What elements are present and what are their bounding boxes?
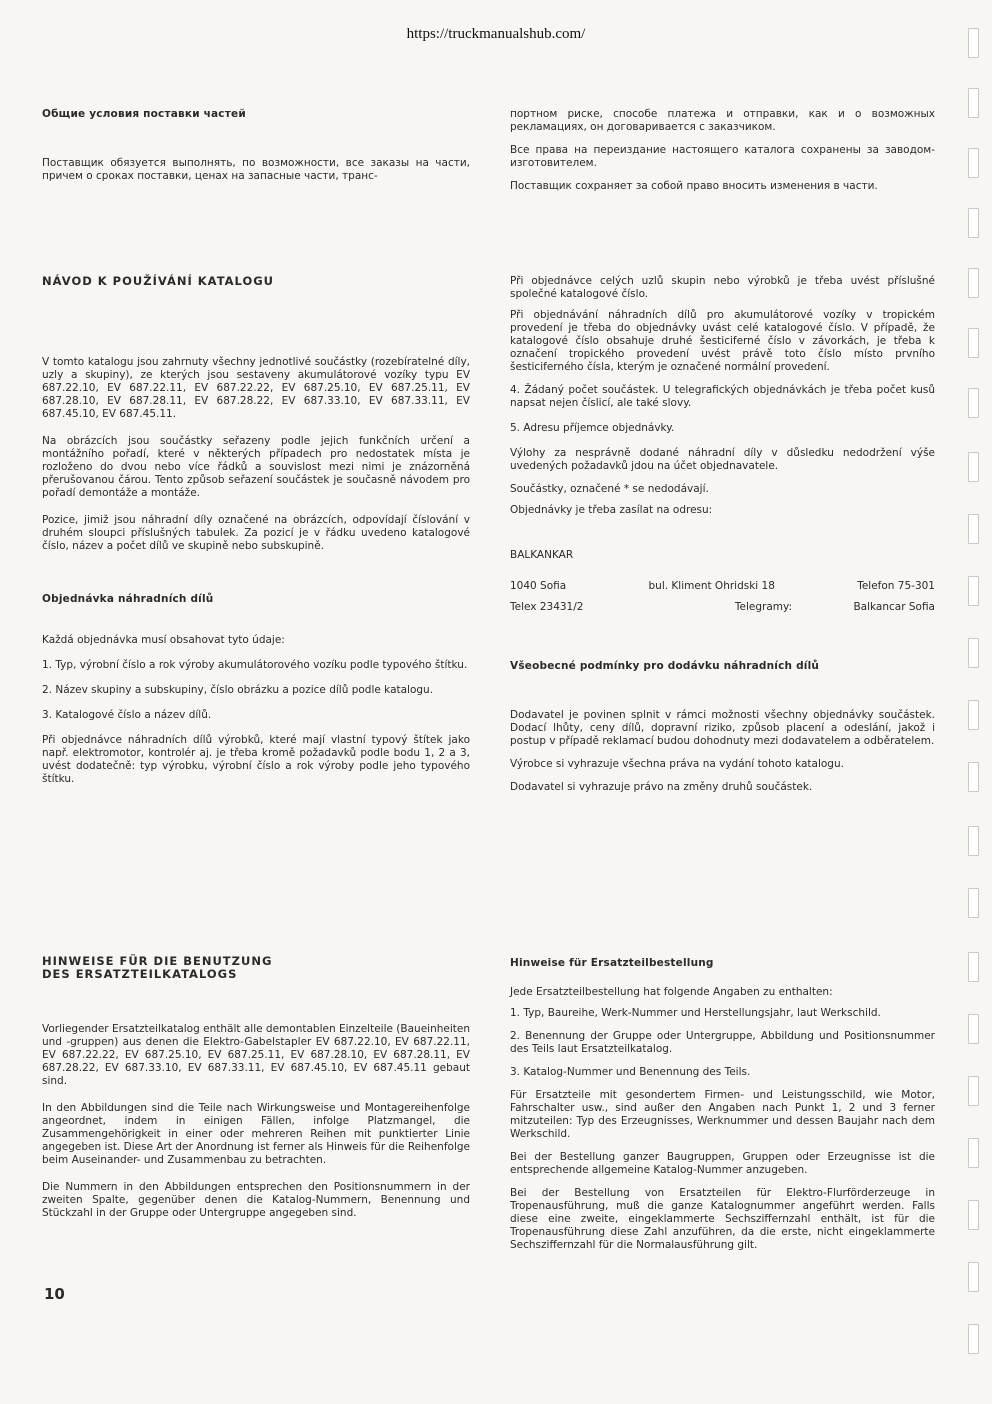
cz-paragraph: Výlohy za nesprávně dodané náhradní díly v důsledku nedodržení výše uvedených požadavků jdou na účet objednavatele. — [510, 447, 935, 472]
cz-list-item: 2. Název skupiny a subskupiny, číslo obrázku a pozice dílů podle katalogu. — [42, 684, 434, 696]
ru-heading: Общие условия поставки частей — [42, 108, 246, 120]
cz-heading: NÁVOD K POUŽÍVÁNÍ KATALOGU — [42, 274, 275, 288]
index-tab — [968, 638, 979, 668]
de-list-item: 1. Typ, Baureihe, Werk-Nummer und Herstellungsjahr, laut Werkschild. — [510, 1007, 881, 1019]
page-number: 10 — [44, 1285, 65, 1303]
cz-section-left — [42, 275, 470, 793]
ru-paragraph: Поставщик обязуется выполнять, по возможности, все заказы на части, причем о сроках поставки, ценах на запасные части, транс- — [42, 157, 470, 182]
source-url: https://truckmanualshub.com/ — [406, 26, 586, 42]
cz-paragraph: Dodavatel si vyhrazuje právo na změny druhů součástek. — [510, 781, 813, 793]
address-telegram-label: Telegramy: — [734, 601, 793, 613]
de-heading: DES ERSATZTEILKATALOGS — [42, 967, 238, 981]
de-section-left — [42, 955, 470, 1227]
index-tab — [968, 1014, 979, 1044]
ru-section-left — [42, 108, 470, 190]
index-tab — [968, 268, 979, 298]
de-list-item: 3. Katalog-Nummer und Benennung des Teils. — [510, 1066, 751, 1078]
index-tab — [968, 700, 979, 730]
index-tab — [968, 208, 979, 238]
index-tab — [968, 328, 979, 358]
de-paragraph: Vorliegender Ersatzteilkatalog enthält alle demontablen Einzelteile (Baueinheiten und -gruppen) aus denen die Elektro-Gabelstapler EV 687.22.10, EV 687.22.11, EV 687.22.22, EV 687.25.10, EV 687.25.11, EV 687.28.10, EV 687.28.11, EV 687.28.22, EV 687.33.10, EV 687.33.11, EV 687.45.10, EV 687.45.11 gebaut sind. — [42, 1023, 470, 1087]
de-paragraph: Bei der Bestellung von Ersatzteilen für Elektro-Flurförderzeuge in Tropenausführung, muß die ganze Katalognummer angeführt werden. Falls diese eine zweite, eingeklammerte Sechsziffernzahl enthält, ist für die Tropenausführung diese Zahl anzuführen, da die erste, nicht eingeklammerte Sechsziffernzahl für die Normalausführung gilt. — [510, 1187, 935, 1251]
index-tab — [968, 762, 979, 792]
cz-paragraph: Dodavatel je povinen splnit v rámci možnosti všechny objednávky součástek. Dodací lhůty, ceny dílů, dopravní riziko, způsob placení a odeslání, jakož i postup v případě reklamací budou dohodnuty mezi dodavatelem a odběratelem. — [510, 709, 935, 747]
cz-paragraph: Při objednávce celých uzlů skupin nebo výrobků je třeba uvést příslušné společné katalogové číslo. — [510, 275, 935, 300]
address-row — [510, 580, 935, 593]
de-order-heading: Hinweise für Ersatzteilbestellung — [510, 957, 714, 969]
cz-paragraph: Výrobce si vyhrazuje všechna práva na vydání tohoto katalogu. — [510, 758, 844, 770]
de-paragraph: Für Ersatzteile mit gesondertem Firmen- und Leistungsschild, wie Motor, Fahrschalter usw., sind außer den Angaben nach Punkt 1, 2 und 3 ferner mitzuteilen: Typ des Erzeugnisses, Werknummer und dessen Baujahr nach dem Werkschild. — [510, 1089, 935, 1140]
index-tab — [968, 148, 979, 178]
cz-paragraph: Součástky, označené * se nedodávají. — [510, 483, 709, 495]
address-telex: Telex 23431/2 — [510, 601, 584, 613]
address-row — [510, 601, 935, 614]
cz-order-heading: Objednávka náhradních dílů — [42, 593, 214, 605]
cz-order-intro: Každá objednávka musí obsahovat tyto údaje: — [42, 634, 285, 646]
ru-paragraph: портном риске, способе платежа и отправки, как и о возможных рекламациях, он договаривается с заказчиком. — [510, 108, 935, 133]
index-tab — [968, 452, 979, 482]
index-tab — [968, 826, 979, 856]
cz-paragraph: Objednávky je třeba zasílat na odresu: — [510, 504, 713, 516]
index-tab — [968, 1076, 979, 1106]
de-section-right — [510, 957, 935, 1259]
index-tab — [968, 88, 979, 118]
ru-section-right — [510, 108, 935, 200]
ru-paragraph: Поставщик сохраняет за собой право вносить изменения в части. — [510, 180, 878, 192]
cz-section-right — [510, 275, 935, 801]
address-telegram: Balkancar Sofia — [853, 601, 935, 613]
company-name: BALKANKAR — [510, 549, 574, 561]
index-tab — [968, 28, 979, 58]
address-city: 1040 Sofia — [510, 580, 567, 592]
de-paragraph: In den Abbildungen sind die Teile nach Wirkungsweise und Montagereihenfolge angeordnet, indem in einigen Fällen, infolge Platzmangel, die Zusammengehörigkeit in einer oder mehreren Reihen mit punktierter Linie angegeben ist. Diese Art der Anordnung ist ferner als Hinweis für die Reihenfolge beim Auseinander- und Zusammenbau zu betrachten. — [42, 1102, 470, 1166]
index-tab — [968, 1324, 979, 1354]
cz-paragraph: Při objednávání náhradních dílů pro akumulátorové vozíky v tropickém provedení je třeba do objednávky uvást celé katalogové číslo. V případě, že katalogové číslo obsahuje druhé šesticiferné číslo v závorkách, je třeba k označení tropického provedení uvést právě toto číslo místo prvního šesticiferného čísla, kterým je označené normální provedení. — [510, 309, 935, 373]
index-tab — [968, 1262, 979, 1292]
cz-conditions-heading: Všeobecné podmínky pro dodávku náhradních dílů — [510, 660, 820, 672]
index-tab — [968, 1138, 979, 1168]
address-phone: Telefon 75-301 — [857, 580, 935, 592]
cz-list-item: 5. Adresu příjemce objednávky. — [510, 422, 675, 434]
index-tab — [968, 388, 979, 418]
cz-list-item: 4. Žádaný počet součástek. U telegrafických objednávkách je třeba počet kusů napsat nejen číslicí, ale také slovy. — [510, 384, 935, 409]
index-tab — [968, 1200, 979, 1230]
cz-paragraph: Při objednávce náhradních dílů výrobků, které mají vlastní typový štítek jako např. elektromotor, kontrolér aj. je třeba kromě požadavků podle bodu 1, 2 a 3, uvést dodatečně: typ výrobku, výrobní číslo a rok výroby podle jeho typového štítku. — [42, 734, 470, 785]
index-tab — [968, 888, 979, 918]
cz-paragraph: Na obrázcích jsou součástky seřazeny podle jejich funkčních určení a montážního pořadí, které v některých případech pro nedostatek místa je rozloženo do dvou nebo více řádků a souvislost mezi nimi je znázorněná přerušovanou čárou. Tento způsob seřazení součástek je současně návodem pro pořadí demontáže a montáže. — [42, 435, 470, 499]
de-heading: HINWEISE FÜR DIE BENUTZUNG — [42, 954, 273, 968]
address-street: bul. Kliment Ohridski 18 — [648, 580, 775, 592]
index-tab — [968, 514, 979, 544]
de-order-intro: Jede Ersatzteilbestellung hat folgende Angaben zu enthalten: — [510, 986, 833, 998]
cz-paragraph: Pozice, jimiž jsou náhradní díly označené na obrázcích, odpovídají číslování v druhém sloupci příslušných tabulek. Za pozicí je v řádku uvedeno katalogové číslo, název a počet dílů ve skupině nebo subskupině. — [42, 514, 470, 552]
index-tabs — [968, 0, 980, 1404]
de-list-item: 2. Benennung der Gruppe oder Untergruppe, Abbildung und Positionsnummer des Teils laut Ersatzteilkatalog. — [510, 1030, 935, 1055]
index-tab — [968, 952, 979, 982]
ru-paragraph: Все права на переиздание настоящего каталога сохранены за заводом-изготовителем. — [510, 144, 935, 169]
cz-list-item: 1. Typ, výrobní číslo a rok výroby akumulátorového vozíku podle typového štítku. — [42, 659, 468, 671]
index-tab — [968, 576, 979, 606]
de-paragraph: Die Nummern in den Abbildungen entsprechen den Positionsnummern in der zweiten Spalte, gegenüber denen die Katalog-Nummern, Benennung und Stückzahl in der Gruppe oder Untergruppe angegeben sind. — [42, 1181, 470, 1219]
cz-list-item: 3. Katalogové číslo a název dílů. — [42, 709, 212, 721]
de-paragraph: Bei der Bestellung ganzer Baugruppen, Gruppen oder Erzeugnisse ist die entsprechende allgemeine Katalog-Nummer anzugeben. — [510, 1151, 935, 1176]
cz-paragraph: V tomto katalogu jsou zahrnuty všechny jednotlivé součástky (rozebíratelné díly, uzly a skupiny), ze kterých jsou sestaveny akumulátorové vozíky typu EV 687.22.10, EV 687.22.11, EV 687.22.22, EV 687.25.10, EV 687.25.11, EV 687.28.10, EV 687.28.11, EV 687.28.22, EV 687.33.10, EV 687.33.11, EV 687.45.10, EV 687.45.11. — [42, 356, 470, 420]
